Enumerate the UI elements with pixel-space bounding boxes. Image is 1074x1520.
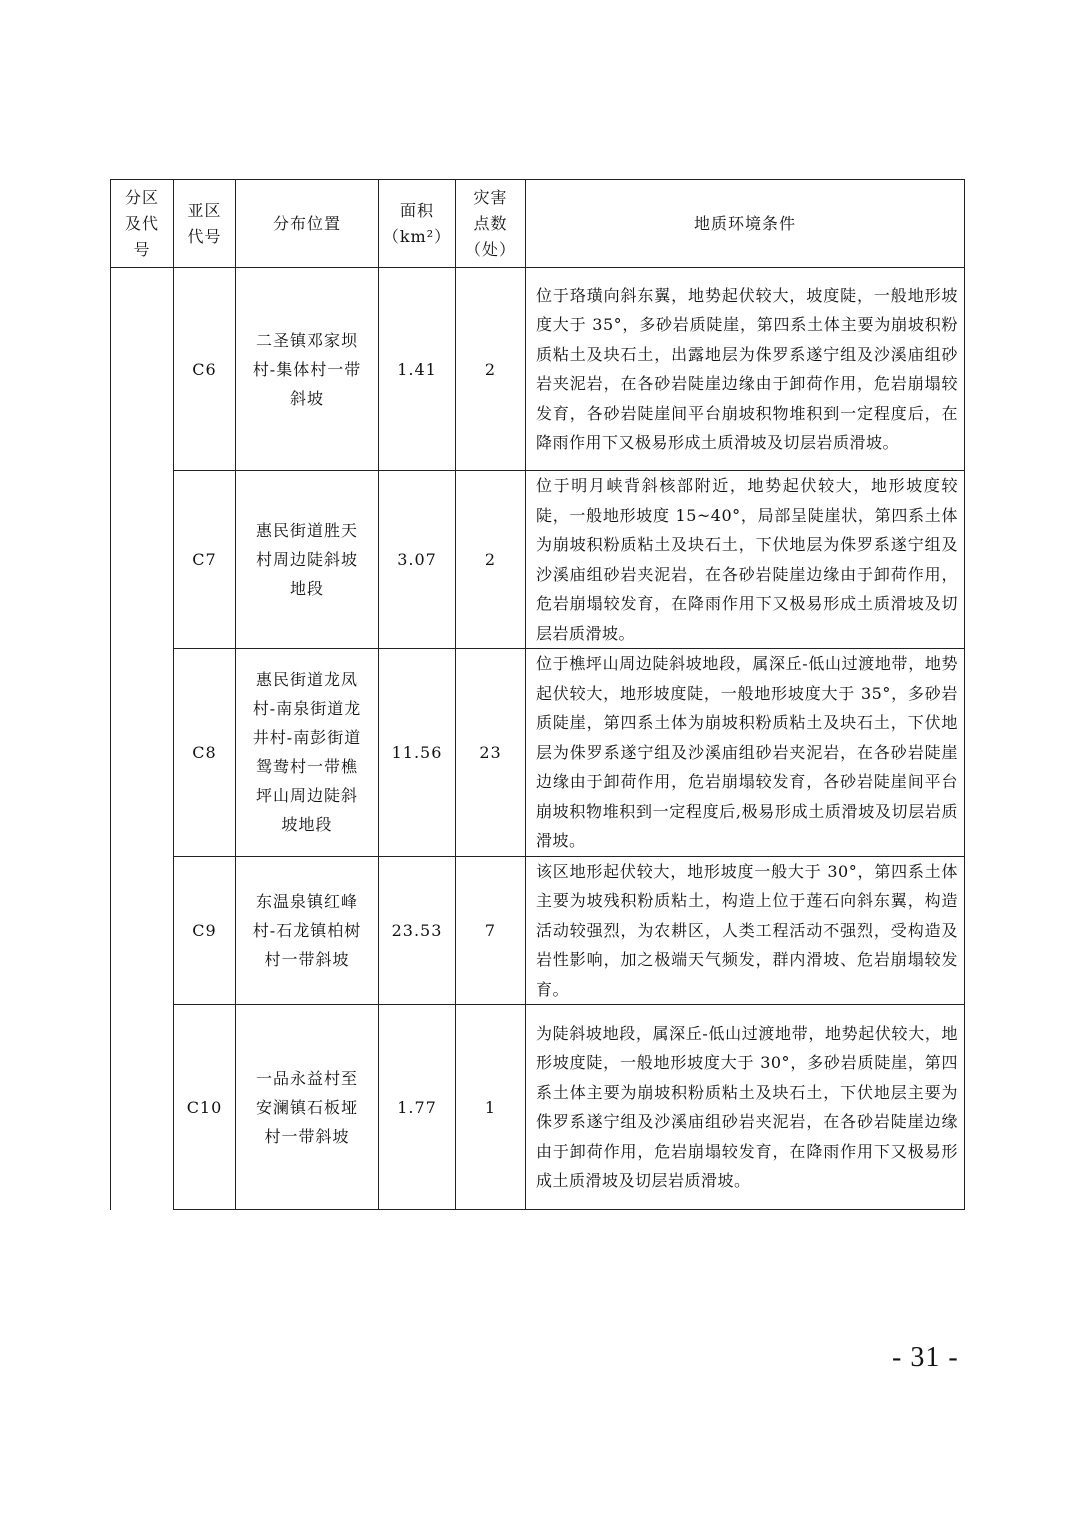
hazard-zone-table: [110, 179, 965, 1210]
subzone-code: C10: [174, 1005, 236, 1210]
header-hazard-line1: 灾害: [473, 187, 508, 207]
conditions-cell: 位于明月峡背斜核部附近，地势起伏较大，地形坡度较陡，一般地形坡度 15~40°，局部呈陡崖状，第四系土体为崩坡积粉质粘土及块石土，下伏地层为侏罗系遂宁组及沙溪庙组砂岩夹泥岩，在各砂岩陡崖边缘由于卸荷作用，危岩崩塌较发育，在降雨作用下又极易形成土质滑坡及切层岩质滑坡。: [526, 471, 965, 649]
area-cell: 1.77: [379, 1005, 456, 1210]
conditions-cell: 该区地形起伏较大，地形坡度一般大于 30°，第四系土体主要为坡残积粉质粘土，构造上位于莲石向斜东翼，构造活动较强烈，为农耕区，人类工程活动不强烈，受构造及岩性影响，加之极端天气频发，群内滑坡、危岩崩塌较发育。: [526, 856, 965, 1005]
table-row: [111, 471, 965, 649]
header-zone: 分区及代号: [111, 180, 174, 268]
table-row: [111, 1005, 965, 1210]
header-hazard-line2: 点数: [473, 213, 508, 233]
subzone-code: C6: [174, 268, 236, 471]
subzone-code: C9: [174, 856, 236, 1005]
table-header-row: [111, 180, 965, 268]
header-location: 分布位置: [236, 180, 379, 268]
header-subzone: 亚区代号: [174, 180, 236, 268]
location-cell: 东温泉镇红峰村-石龙镇柏树村一带斜坡: [236, 856, 379, 1005]
hazard-count-cell: 2: [456, 471, 526, 649]
conditions-cell: 位于樵坪山周边陡斜坡地段，属深丘-低山过渡地带，地势起伏较大，地形坡度陡，一般地形坡度大于 35°，多砂岩质陡崖，第四系土体为崩坡积粉质粘土及块石土，下伏地层为侏罗系遂宁组及沙溪庙组砂岩夹泥岩，在各砂岩陡崖边缘由于卸荷作用，危岩崩塌较发育，各砂岩陡崖间平台崩坡积物堆积到一定程度后,极易形成土质滑坡及切层岩质滑坡。: [526, 649, 965, 857]
location-cell: 惠民街道龙凤村-南泉街道龙井村-南彭街道鸳鸯村一带樵坪山周边陡斜坡地段: [236, 649, 379, 857]
header-area-label: 面积: [399, 200, 434, 220]
table-row: [111, 268, 965, 471]
subzone-code: C8: [174, 649, 236, 857]
header-hazard-count: [456, 180, 526, 268]
area-cell: 23.53: [379, 856, 456, 1005]
header-area-unit: （km²）: [382, 226, 452, 246]
area-cell: 11.56: [379, 649, 456, 857]
hazard-count-cell: 1: [456, 1005, 526, 1210]
table-row: [111, 649, 965, 857]
conditions-cell: 位于珞璜向斜东翼，地势起伏较大，坡度陡，一般地形坡度大于 35°，多砂岩质陡崖，第四系土体主要为崩坡积粉质粘土及块石土，出露地层为侏罗系遂宁组及沙溪庙组砂岩夹泥岩，在各砂岩陡崖边缘由于卸荷作用，危岩崩塌较发育，各砂岩陡崖间平台崩坡积物堆积到一定程度后，在降雨作用下又极易形成土质滑坡及切层岩质滑坡。: [526, 268, 965, 471]
hazard-count-cell: 23: [456, 649, 526, 857]
hazard-count-cell: 7: [456, 856, 526, 1005]
header-area: [379, 180, 456, 268]
hazard-count-cell: 2: [456, 268, 526, 471]
location-cell: 一品永益村至安澜镇石板垭村一带斜坡: [236, 1005, 379, 1210]
header-hazard-line3: （处）: [464, 239, 516, 259]
header-conditions: 地质环境条件: [526, 180, 965, 268]
area-cell: 1.41: [379, 268, 456, 471]
subzone-code: C7: [174, 471, 236, 649]
conditions-cell: 为陡斜坡地段，属深丘-低山过渡地带，地势起伏较大，地形坡度陡，一般地形坡度大于 30°，多砂岩质陡崖，第四系土体主要为崩坡积粉质粘土及块石土，下伏地层主要为侏罗系遂宁组及沙溪庙组砂岩夹泥岩，在各砂岩陡崖边缘由于卸荷作用，危岩崩塌较发育，在降雨作用下又极易形成土质滑坡及切层岩质滑坡。: [526, 1005, 965, 1210]
area-cell: 3.07: [379, 471, 456, 649]
location-cell: 惠民街道胜天村周边陡斜坡地段: [236, 471, 379, 649]
location-cell: 二圣镇邓家坝村-集体村一带斜坡: [236, 268, 379, 471]
zone-cell: [111, 268, 174, 1210]
page-number: - 31 -: [892, 1342, 959, 1373]
table-row: [111, 856, 965, 1005]
